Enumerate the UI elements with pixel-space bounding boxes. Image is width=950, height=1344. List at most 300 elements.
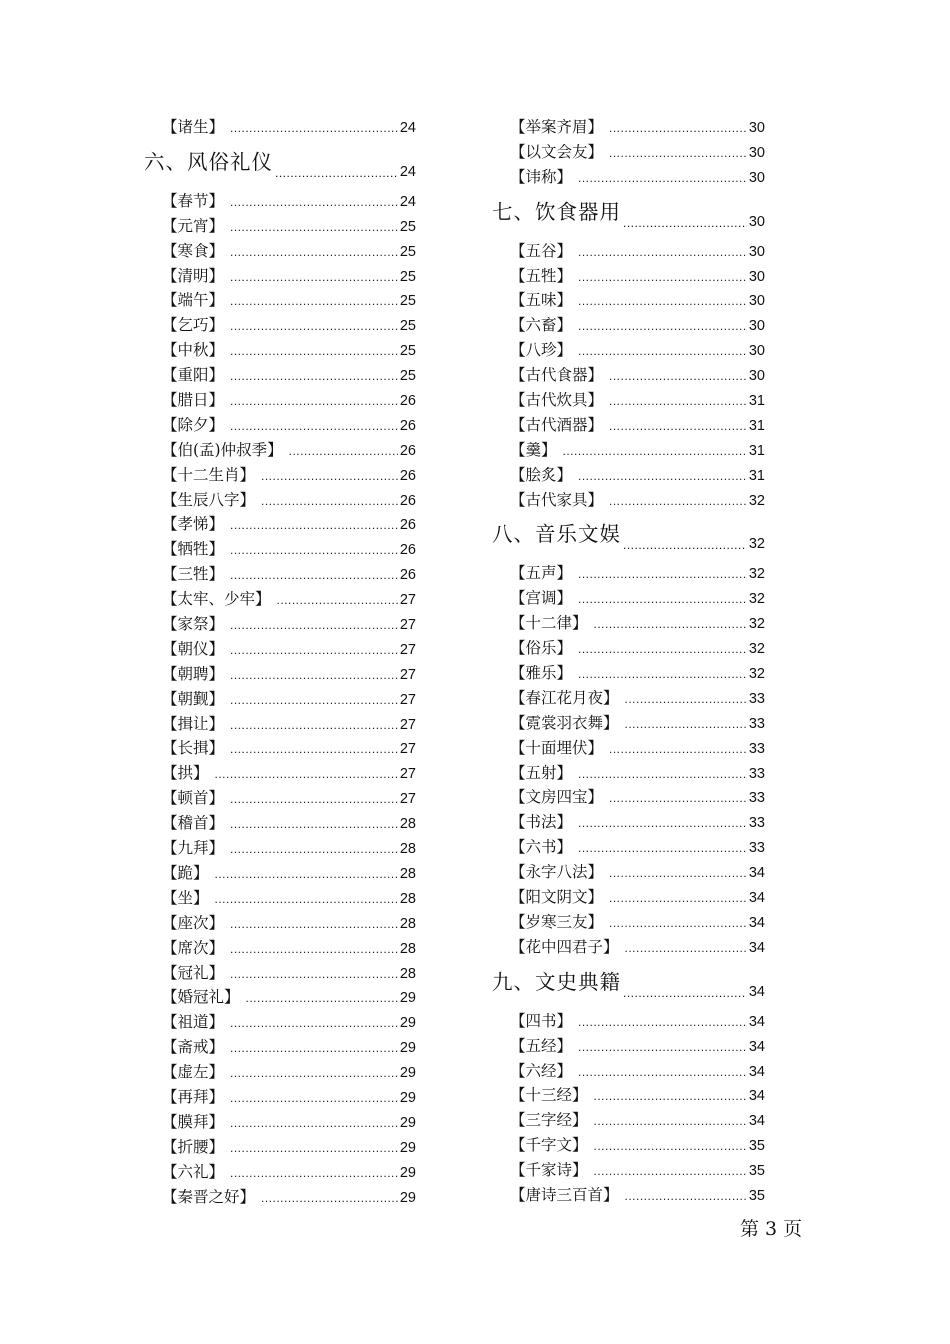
entry-title: 【拱】 <box>162 764 209 783</box>
entry-title: 【婚冠礼】 <box>162 988 240 1007</box>
dot-leader <box>215 867 398 881</box>
page-ref: 33 <box>748 690 765 707</box>
entry-title: 【生辰八字】 <box>162 490 256 509</box>
toc-entry[interactable] <box>162 488 416 513</box>
page-ref: 27 <box>399 716 416 733</box>
toc-entry[interactable] <box>162 512 416 537</box>
toc-entry[interactable] <box>510 686 765 711</box>
toc-entry[interactable] <box>162 985 416 1010</box>
page-ref: 33 <box>748 815 765 832</box>
entry-title: 【十二律】 <box>510 614 588 633</box>
entry-title: 【四书】 <box>510 1011 573 1030</box>
section-title: 七、饮食器用 <box>492 199 621 224</box>
page-ref: 30 <box>748 243 765 260</box>
toc-entry[interactable] <box>162 861 416 886</box>
entry-title: 【三字经】 <box>510 1111 588 1130</box>
dot-leader <box>609 394 747 408</box>
page-ref: 29 <box>399 1114 416 1131</box>
toc-entry[interactable] <box>510 239 765 264</box>
page-ref: 31 <box>748 393 765 410</box>
dot-leader <box>578 1065 747 1079</box>
toc-entry[interactable] <box>162 1135 416 1160</box>
page-ref: 30 <box>748 293 765 310</box>
entry-title: 【席次】 <box>162 938 225 957</box>
toc-entry[interactable] <box>510 140 765 165</box>
dot-leader <box>261 494 398 508</box>
dot-leader <box>625 941 747 955</box>
toc-entry[interactable] <box>510 313 765 338</box>
dot-leader <box>578 667 747 681</box>
page-ref: 25 <box>399 343 416 360</box>
entry-title: 【十二生肖】 <box>162 465 256 484</box>
toc-entry[interactable] <box>162 388 416 413</box>
page-ref: 30 <box>748 318 765 335</box>
toc-entry[interactable] <box>162 736 416 761</box>
toc-entry[interactable] <box>162 1185 416 1210</box>
page-ref: 32 <box>748 641 765 658</box>
dot-leader <box>230 1091 398 1105</box>
entry-title: 【腊日】 <box>162 391 225 410</box>
dot-leader <box>594 1089 747 1103</box>
toc-entry[interactable] <box>162 936 416 961</box>
entry-title: 【千字文】 <box>510 1136 588 1155</box>
toc-entry[interactable] <box>162 662 416 687</box>
dot-leader <box>578 642 747 656</box>
toc-entry[interactable] <box>510 165 765 190</box>
entry-title: 【伯(孟)仲叔季】 <box>162 440 283 459</box>
toc-entry[interactable] <box>510 488 765 513</box>
toc-entry[interactable] <box>510 810 765 835</box>
page-ref: 27 <box>399 592 416 609</box>
page-ref: 31 <box>748 442 765 459</box>
toc-entry[interactable] <box>162 537 416 562</box>
dot-leader <box>230 942 398 956</box>
entry-title: 【八珍】 <box>510 341 573 360</box>
toc-entry[interactable] <box>162 313 416 338</box>
entry-title: 【中秋】 <box>162 341 225 360</box>
entry-title: 【宫调】 <box>510 589 573 608</box>
entry-title: 【古代食器】 <box>510 366 604 385</box>
toc-right-column <box>492 115 765 1208</box>
toc-entry[interactable] <box>162 712 416 737</box>
entry-title: 【长揖】 <box>162 739 225 758</box>
page-ref: 34 <box>748 1063 765 1080</box>
entry-title: 【俗乐】 <box>510 639 573 658</box>
toc-entry[interactable] <box>510 1183 765 1208</box>
dot-leader <box>230 394 398 408</box>
toc-entry[interactable] <box>162 612 416 637</box>
dot-leader <box>230 817 398 831</box>
toc-entry[interactable] <box>162 687 416 712</box>
dot-leader <box>623 538 747 553</box>
entry-title: 【折腰】 <box>162 1137 225 1156</box>
toc-entry[interactable] <box>510 463 765 488</box>
toc-entry[interactable] <box>162 338 416 363</box>
page-ref: 30 <box>748 213 765 230</box>
dot-leader <box>609 419 747 433</box>
entry-title: 【春江花月夜】 <box>510 688 619 707</box>
toc-entry[interactable] <box>162 214 416 239</box>
page-ref: 28 <box>399 841 416 858</box>
dot-leader <box>609 146 747 160</box>
entry-title: 【六书】 <box>510 838 573 857</box>
dot-leader <box>623 986 747 1001</box>
toc-entry[interactable] <box>510 586 765 611</box>
page-ref: 27 <box>399 791 416 808</box>
dot-leader <box>609 494 747 508</box>
dot-leader <box>230 917 398 931</box>
page-ref: 28 <box>399 915 416 932</box>
page-ref: 26 <box>399 542 416 559</box>
toc-entry[interactable] <box>510 611 765 636</box>
entry-title: 【岁寒三友】 <box>510 912 604 931</box>
page-ref: 25 <box>399 318 416 335</box>
toc-entry[interactable] <box>510 388 765 413</box>
entry-title: 【唐诗三百首】 <box>510 1185 619 1204</box>
toc-entry[interactable] <box>162 1110 416 1135</box>
page-ref: 33 <box>748 715 765 732</box>
dot-leader <box>230 643 398 657</box>
toc-entry[interactable] <box>510 860 765 885</box>
toc-section-heading[interactable] <box>492 516 765 553</box>
toc-entry[interactable] <box>510 1009 765 1034</box>
page-ref: 34 <box>748 1038 765 1055</box>
dot-leader <box>230 1141 398 1155</box>
page-ref: 31 <box>748 467 765 484</box>
page-ref: 26 <box>399 467 416 484</box>
page-ref: 29 <box>399 1164 416 1181</box>
toc-entry[interactable] <box>510 264 765 289</box>
toc-entry[interactable] <box>162 413 416 438</box>
entry-title: 【永字八法】 <box>510 863 604 882</box>
dot-leader <box>578 567 747 581</box>
toc-entry[interactable] <box>510 413 765 438</box>
entry-title: 【祖道】 <box>162 1013 225 1032</box>
dot-leader <box>578 767 747 781</box>
dot-leader <box>230 195 398 209</box>
toc-entry[interactable] <box>510 711 765 736</box>
page-ref: 25 <box>399 368 416 385</box>
page-ref: 29 <box>399 1015 416 1032</box>
entry-title: 【顿首】 <box>162 789 225 808</box>
dot-leader <box>578 245 747 259</box>
section-title: 六、风俗礼仪 <box>144 149 273 174</box>
toc-entry[interactable] <box>162 886 416 911</box>
toc-entry[interactable] <box>510 338 765 363</box>
toc-entry[interactable] <box>510 115 765 140</box>
page-ref: 35 <box>748 1163 765 1180</box>
dot-leader <box>578 270 747 284</box>
page-ref: 25 <box>399 218 416 235</box>
entry-title: 【脍炙】 <box>510 465 573 484</box>
dot-leader <box>578 294 747 308</box>
page-ref: 30 <box>748 268 765 285</box>
entry-title: 【元宵】 <box>162 216 225 235</box>
dot-leader <box>609 866 747 880</box>
page-ref: 27 <box>399 617 416 634</box>
toc-entry[interactable] <box>510 935 765 960</box>
page-ref: 25 <box>399 268 416 285</box>
entry-title: 【跪】 <box>162 863 209 882</box>
toc-entry[interactable] <box>162 1085 416 1110</box>
page-ref: 34 <box>748 890 765 907</box>
page-ref: 29 <box>399 990 416 1007</box>
toc-entry[interactable] <box>510 736 765 761</box>
page-ref: 33 <box>748 790 765 807</box>
page-ref: 25 <box>399 243 416 260</box>
entry-title: 【讳称】 <box>510 167 573 186</box>
toc-section-heading[interactable] <box>492 964 765 1001</box>
entry-title: 【千家诗】 <box>510 1161 588 1180</box>
entry-title: 【古代家具】 <box>510 490 604 509</box>
toc-entry[interactable] <box>510 910 765 935</box>
section-title: 九、文史典籍 <box>492 969 621 994</box>
page-ref: 33 <box>748 840 765 857</box>
entry-title: 【孝悌】 <box>162 515 225 534</box>
toc-entry[interactable] <box>510 1158 765 1183</box>
dot-leader <box>594 617 747 631</box>
dot-leader <box>230 121 398 135</box>
dot-leader <box>594 1139 747 1153</box>
toc-entry[interactable] <box>162 1035 416 1060</box>
dot-leader <box>230 842 398 856</box>
entry-title: 【朝聘】 <box>162 664 225 683</box>
dot-leader <box>215 767 398 781</box>
page-ref: 35 <box>748 1187 765 1204</box>
entry-title: 【春节】 <box>162 191 225 210</box>
toc-entry[interactable] <box>162 189 416 214</box>
entry-title: 【膜拜】 <box>162 1112 225 1131</box>
dot-leader <box>230 668 398 682</box>
toc-entry[interactable] <box>162 911 416 936</box>
page-ref: 30 <box>748 343 765 360</box>
dot-leader <box>230 419 398 433</box>
dot-leader <box>230 294 398 308</box>
entry-title: 【阳文阴文】 <box>510 888 604 907</box>
entry-title: 【十面埋伏】 <box>510 738 604 757</box>
page-ref: 26 <box>399 442 416 459</box>
page-ref: 32 <box>748 591 765 608</box>
toc-entry[interactable] <box>162 786 416 811</box>
toc-entry[interactable] <box>510 636 765 661</box>
toc-entry[interactable] <box>510 1083 765 1108</box>
toc-entry[interactable] <box>162 562 416 587</box>
toc-entry[interactable] <box>510 1034 765 1059</box>
entry-title: 【除夕】 <box>162 415 225 434</box>
page-ref: 24 <box>399 163 416 180</box>
toc-entry[interactable] <box>162 438 416 463</box>
page-ref: 34 <box>748 914 765 931</box>
page-ref: 24 <box>399 120 416 136</box>
dot-leader <box>594 1114 747 1128</box>
entry-title: 【文房四宝】 <box>510 788 604 807</box>
entry-title: 【端午】 <box>162 291 225 310</box>
toc-entry[interactable] <box>162 239 416 264</box>
dot-leader <box>289 444 398 458</box>
page-ref: 28 <box>399 940 416 957</box>
entry-title: 【家祭】 <box>162 615 225 634</box>
page-ref: 30 <box>748 169 765 186</box>
toc-entry[interactable] <box>162 761 416 786</box>
dot-leader <box>215 892 398 906</box>
entry-title: 【以文会友】 <box>510 142 604 161</box>
dot-leader <box>625 1189 747 1203</box>
dot-leader <box>609 742 747 756</box>
toc-section-heading[interactable] <box>144 144 416 181</box>
dot-leader <box>578 171 747 185</box>
dot-leader <box>609 916 747 930</box>
page-ref: 26 <box>399 492 416 509</box>
dot-leader <box>230 568 398 582</box>
page-ref: 32 <box>748 492 765 509</box>
toc-entry[interactable] <box>162 288 416 313</box>
page-ref: 30 <box>748 144 765 161</box>
page-ref: 34 <box>748 939 765 956</box>
entry-title: 【秦晋之好】 <box>162 1187 256 1206</box>
toc-entry[interactable] <box>162 115 416 140</box>
toc-entry[interactable] <box>162 264 416 289</box>
dot-leader <box>277 593 398 607</box>
toc-entry[interactable] <box>162 1160 416 1185</box>
dot-leader <box>578 319 747 333</box>
dot-leader <box>578 816 747 830</box>
dot-leader <box>563 444 747 458</box>
toc-entry[interactable] <box>510 761 765 786</box>
dot-leader <box>261 1191 398 1205</box>
toc-entry[interactable] <box>510 1059 765 1084</box>
entry-title: 【朝觐】 <box>162 689 225 708</box>
toc-entry[interactable] <box>162 363 416 388</box>
page-ref: 25 <box>399 293 416 310</box>
entry-title: 【五射】 <box>510 763 573 782</box>
dot-leader <box>578 344 747 358</box>
dot-leader <box>609 891 747 905</box>
page-ref: 28 <box>399 965 416 982</box>
entry-title: 【古代炊具】 <box>510 391 604 410</box>
entry-title: 【座次】 <box>162 913 225 932</box>
toc-entry[interactable] <box>162 836 416 861</box>
page-ref: 34 <box>748 1013 765 1030</box>
entry-title: 【五谷】 <box>510 241 573 260</box>
page-ref: 32 <box>748 536 765 553</box>
dot-leader <box>230 518 398 532</box>
entry-title: 【六经】 <box>510 1061 573 1080</box>
page-ref: 27 <box>399 741 416 758</box>
entry-title: 【重阳】 <box>162 366 225 385</box>
toc-entry[interactable] <box>510 885 765 910</box>
toc-entry[interactable] <box>510 785 765 810</box>
toc-entry[interactable] <box>162 1010 416 1035</box>
dot-leader <box>578 1040 747 1054</box>
toc-entry[interactable] <box>510 661 765 686</box>
toc-entry[interactable] <box>510 835 765 860</box>
entry-title: 【乞巧】 <box>162 316 225 335</box>
toc-section-heading[interactable] <box>492 194 765 231</box>
dot-leader <box>230 319 398 333</box>
dot-leader <box>609 791 747 805</box>
dot-leader <box>578 592 747 606</box>
entry-title: 【牺牲】 <box>162 540 225 559</box>
dot-leader <box>246 991 398 1005</box>
toc-entry[interactable] <box>162 961 416 986</box>
page-ref: 30 <box>748 120 765 136</box>
page-ref: 29 <box>399 1089 416 1106</box>
page-ref: 24 <box>399 193 416 210</box>
entry-title: 【五味】 <box>510 291 573 310</box>
toc-entry[interactable] <box>162 1060 416 1085</box>
entry-title: 【虚左】 <box>162 1063 225 1082</box>
entry-title: 【坐】 <box>162 888 209 907</box>
entry-title: 【古代酒器】 <box>510 415 604 434</box>
toc-entry[interactable] <box>510 1133 765 1158</box>
entry-title: 【书法】 <box>510 813 573 832</box>
page-ref: 26 <box>399 567 416 584</box>
entry-title: 【六礼】 <box>162 1162 225 1181</box>
toc-entry[interactable] <box>162 811 416 836</box>
toc-entry[interactable] <box>510 561 765 586</box>
entry-title: 【六畜】 <box>510 316 573 335</box>
entry-title: 【霓裳羽衣舞】 <box>510 713 619 732</box>
page-ref: 28 <box>399 865 416 882</box>
entry-title: 【九拜】 <box>162 839 225 858</box>
dot-leader <box>230 1166 398 1180</box>
page-ref: 26 <box>399 393 416 410</box>
entry-title: 【斋戒】 <box>162 1038 225 1057</box>
toc-entry[interactable] <box>162 637 416 662</box>
dot-leader <box>230 742 398 756</box>
toc-entry[interactable] <box>510 363 765 388</box>
entry-title: 【五经】 <box>510 1036 573 1055</box>
dot-leader <box>230 344 398 358</box>
dot-leader <box>230 1066 398 1080</box>
dot-leader <box>230 967 398 981</box>
dot-leader <box>230 1116 398 1130</box>
entry-title: 【诸生】 <box>162 118 225 136</box>
page-ref: 29 <box>399 1189 416 1206</box>
dot-leader <box>578 469 747 483</box>
dot-leader <box>261 469 398 483</box>
toc-entry[interactable] <box>510 288 765 313</box>
toc-entry[interactable] <box>510 438 765 463</box>
toc-entry[interactable] <box>510 1108 765 1133</box>
page-ref: 32 <box>748 666 765 683</box>
page-ref: 32 <box>748 616 765 633</box>
dot-leader <box>625 692 747 706</box>
dot-leader <box>578 841 747 855</box>
entry-title: 【清明】 <box>162 266 225 285</box>
dot-leader <box>230 543 398 557</box>
dot-leader <box>230 718 398 732</box>
dot-leader <box>230 270 398 284</box>
dot-leader <box>230 369 398 383</box>
dot-leader <box>230 792 398 806</box>
page-ref: 27 <box>399 641 416 658</box>
toc-entry[interactable] <box>162 587 416 612</box>
toc-entry[interactable] <box>162 463 416 488</box>
entry-title: 【羹】 <box>510 440 557 459</box>
dot-leader <box>623 216 747 231</box>
entry-title: 【十三经】 <box>510 1086 588 1105</box>
page-ref: 26 <box>399 517 416 534</box>
dot-leader <box>578 1015 747 1029</box>
page-ref: 26 <box>399 417 416 434</box>
page-ref: 34 <box>748 983 765 1000</box>
entry-title: 【太牢、少牢】 <box>162 590 271 609</box>
dot-leader <box>275 166 398 181</box>
page-ref: 28 <box>399 890 416 907</box>
dot-leader <box>230 618 398 632</box>
entry-title: 【五声】 <box>510 564 573 583</box>
